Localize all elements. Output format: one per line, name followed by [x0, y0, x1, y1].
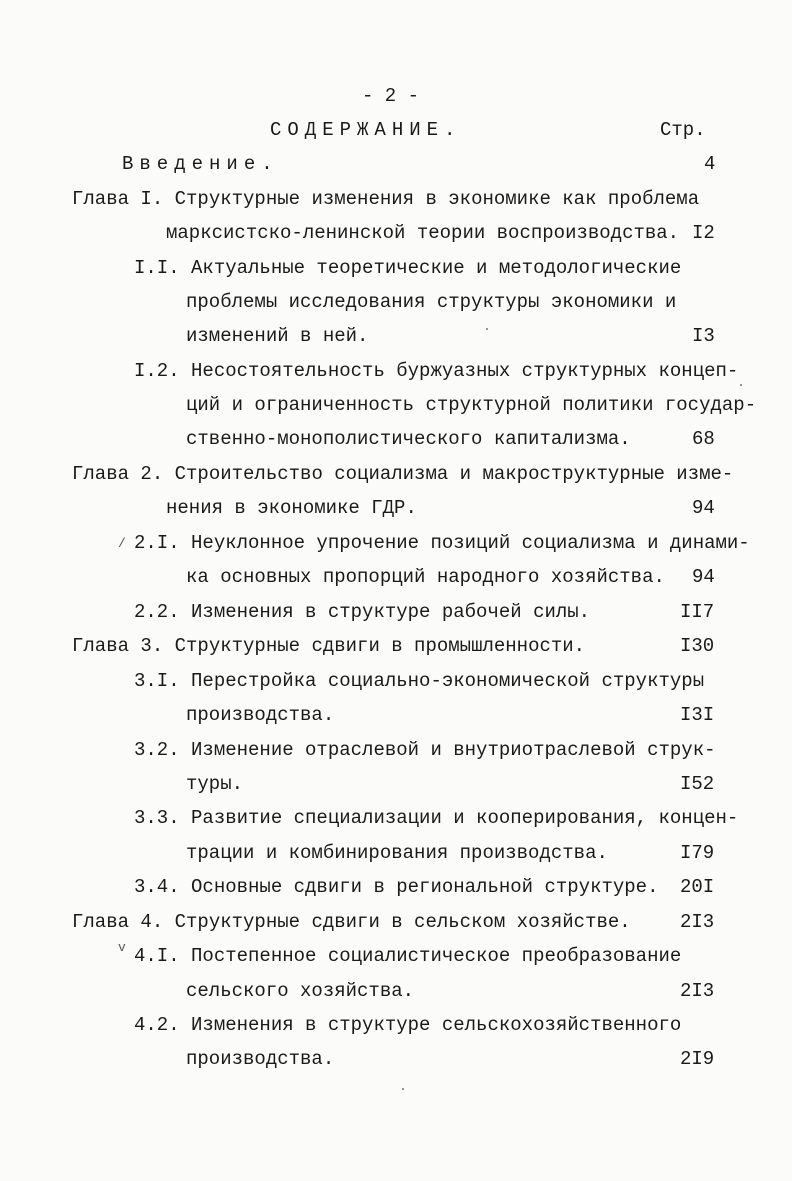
page-title: СОДЕРЖАНИЕ. — [270, 119, 462, 141]
page-number: - 2 - — [362, 85, 420, 107]
page-column-label: Стр. — [660, 119, 706, 141]
toc-page-number: 2I3 — [680, 980, 715, 1002]
toc-page-number: I2 — [692, 222, 715, 244]
toc-page-number: I30 — [680, 635, 715, 657]
toc-line: туры. — [186, 773, 244, 795]
scan-speck — [486, 328, 488, 330]
toc-page-number: 68 — [692, 428, 715, 450]
toc-section-1-2: I.2. Несостоятельность буржуазных структурных концеп- — [134, 360, 739, 382]
toc-line: производства. — [186, 1048, 335, 1070]
toc-section-1-1: I.I. Актуальные теоретические и методологические — [134, 257, 682, 279]
toc-page-number: 20I — [680, 876, 715, 898]
toc-page-number: 94 — [692, 497, 715, 519]
toc-line: марксистско-ленинской теории воспроизводства. — [166, 222, 680, 244]
scan-speck — [402, 1088, 404, 1090]
toc-page-number: 2I9 — [680, 1048, 715, 1070]
toc-line: сельского хозяйства. — [186, 980, 415, 1002]
toc-chapter-2: Глава 2. Строительство социализма и макроструктурные изме- — [72, 463, 734, 485]
toc-page-number: 94 — [692, 566, 715, 588]
toc-page-number: I3I — [680, 704, 715, 726]
toc-chapter-4: Глава 4. Структурные сдвиги в сельском хозяйстве. — [72, 911, 631, 933]
toc-chapter-1: Глава I. Структурные изменения в экономике как проблема — [72, 188, 700, 210]
toc-page-number: 4 — [704, 153, 716, 175]
toc-section-4-1: 4.I. Постепенное социалистическое преобразование — [134, 945, 682, 967]
toc-page-number: I52 — [680, 773, 715, 795]
margin-check-mark: / — [118, 536, 126, 551]
toc-line: ственно-монополистического капитализма. — [186, 428, 631, 450]
toc-line: нения в экономике ГДР. — [166, 497, 417, 519]
toc-chapter-3: Глава 3. Структурные сдвиги в промышленности. — [72, 635, 586, 657]
toc-entry-intro: Введение. — [122, 153, 279, 175]
toc-section-2-1: 2.I. Неуклонное упрочение позиций социализма и динами- — [134, 532, 750, 554]
toc-page-number: I3 — [692, 325, 715, 347]
toc-line: проблемы исследования структуры экономики и — [186, 291, 677, 313]
toc-line: трации и комбинирования производства. — [186, 842, 608, 864]
margin-check-mark: v — [118, 940, 126, 955]
toc-line: изменений в ней. — [186, 325, 369, 347]
toc-page-number: II7 — [680, 601, 715, 623]
toc-line: ций и ограниченность структурной политики государ- — [186, 394, 757, 416]
toc-page-number: I79 — [680, 842, 715, 864]
toc-section-4-2: 4.2. Изменения в структуре сельскохозяйственного — [134, 1014, 682, 1036]
toc-section-2-2: 2.2. Изменения в структуре рабочей силы. — [134, 601, 591, 623]
toc-line: производства. — [186, 704, 335, 726]
toc-line: ка основных пропорций народного хозяйства. — [186, 566, 665, 588]
toc-section-3-4: 3.4. Основные сдвиги в региональной структуре. — [134, 876, 659, 898]
toc-section-3-2: 3.2. Изменение отраслевой и внутриотраслевой струк- — [134, 739, 716, 761]
scan-speck — [740, 384, 742, 386]
toc-section-3-3: 3.3. Развитие специализации и кооперирования, концен- — [134, 807, 739, 829]
toc-section-3-1: 3.I. Перестройка социально-экономической структуры — [134, 670, 705, 692]
toc-page-number: 2I3 — [680, 911, 715, 933]
